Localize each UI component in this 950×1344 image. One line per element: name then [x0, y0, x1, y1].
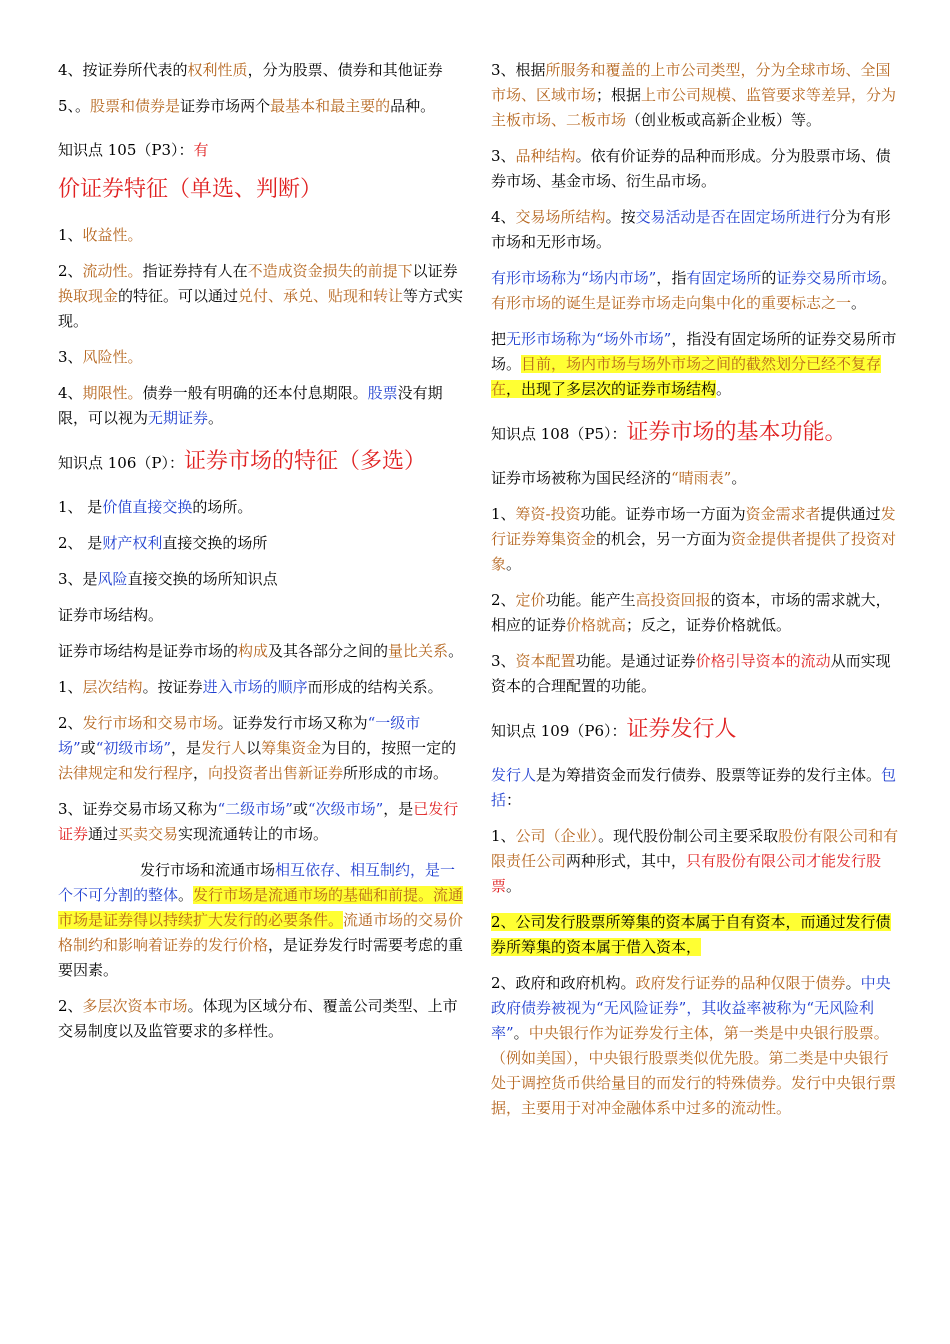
heading-title: 价证券特征（单选、判断）	[58, 177, 323, 202]
text-segment: 功能。能产生	[545, 591, 636, 609]
text-segment: ，是证券发行时需要考虑的重要因素。	[58, 936, 464, 979]
text-segment: 以	[246, 739, 262, 757]
text-segment: 发行市场和交易市场	[82, 714, 218, 732]
paragraph	[491, 266, 899, 316]
text-segment: 债券一般有明确的还本付息期限。	[142, 384, 368, 402]
heading-title: 证券发行人	[626, 717, 737, 742]
paragraph	[58, 531, 468, 556]
text-segment: 筹资-投资	[515, 505, 581, 523]
text-segment: 的场所。	[192, 498, 253, 516]
paragraph	[58, 259, 468, 334]
paragraph	[58, 994, 468, 1044]
text-segment: 中央银行作为证券发行主体，第一类是中央银行股票。（例如美国），中央银行股票类似优先股。第二类是中央银行处于调控货币供给量目的而发行的特殊债券。发行中央银行票据，主要用于对冲金融体系中过多的流动性。	[491, 1024, 897, 1117]
text-segment: 实现流通转让的市场。	[178, 825, 329, 843]
paragraph	[58, 675, 468, 700]
text-segment: 3、	[58, 348, 83, 366]
text-segment: 提供通过	[820, 505, 881, 523]
paragraph	[58, 345, 468, 370]
text-segment: 把	[491, 330, 507, 348]
text-segment: 是为筹措资金而发行债券、股票等证券的发行主体。	[536, 766, 882, 784]
text-segment: 有固定场所	[686, 269, 762, 287]
text-segment: 。	[851, 294, 867, 312]
text-segment: 指证券持有人在	[142, 262, 248, 280]
text-segment: 价格引导资本的流动	[695, 652, 831, 670]
text-segment: 证券市场结构是证券市场的	[58, 642, 239, 660]
paragraph	[491, 649, 899, 699]
text-segment: 的机会，另一方面为	[596, 530, 732, 548]
text-segment: 3、	[491, 147, 516, 165]
highlighted-text: 目前，场内市场与场外市场之间的截然划分已经不复存在	[491, 355, 882, 398]
text-segment: 政府发行证券的品种仅限于债券	[635, 974, 846, 992]
text-segment: 或	[292, 800, 308, 818]
paragraph	[491, 763, 899, 813]
text-segment: 权利性质	[187, 61, 248, 79]
text-segment: 定价	[515, 591, 546, 609]
left-column	[58, 58, 468, 1055]
text-segment: ，	[193, 764, 209, 782]
paragraph	[58, 567, 468, 592]
text-segment: ，指	[656, 269, 687, 287]
knowledge-point-heading	[58, 442, 468, 483]
text-segment: 。证券发行市场又称为	[217, 714, 368, 732]
text-segment: 。	[448, 642, 464, 660]
text-segment: 。	[506, 555, 522, 573]
text-segment: 。	[716, 380, 732, 398]
text-segment: 无形市场称为“场外市场”	[506, 330, 672, 348]
text-segment: 发行人	[491, 766, 537, 784]
heading-label: 知识点 108（P5）：	[491, 425, 627, 443]
text-segment: 2、 是	[58, 534, 103, 552]
paragraph	[491, 466, 899, 491]
text-segment: 多层次资本市场	[82, 997, 188, 1015]
paragraph	[58, 223, 468, 248]
paragraph	[491, 971, 899, 1121]
text-segment: 1、	[58, 678, 83, 696]
heading-title: 证券市场的特征（多选）	[184, 449, 427, 474]
text-segment: 向投资者出售新证券	[208, 764, 344, 782]
text-segment: 。	[513, 1024, 529, 1042]
text-segment: 从而实现资本的合理配置的功能。	[491, 652, 891, 695]
text-segment: 1、	[58, 226, 83, 244]
text-segment: 。	[178, 886, 194, 904]
text-segment: 换取现金	[58, 287, 119, 305]
text-segment: 法律规定和发行程序	[58, 764, 194, 782]
text-segment: 证券市场结构。	[58, 606, 164, 624]
text-segment: 兑付、承兑、贴现和转让	[238, 287, 404, 305]
highlighted-text: ，出现了多层次的证券市场结构	[506, 380, 717, 398]
text-segment: 发行市场和流通市场	[140, 861, 276, 879]
paragraph	[491, 58, 899, 133]
highlighted-text: 发行市场是流通市场的基础和前提。流通市场是证券得以持续扩大发行的必要条件。	[58, 886, 464, 929]
text-segment: 资本配置	[515, 652, 576, 670]
text-segment: 。体现为区域分布、覆盖公司类型、上市交易制度以及监管要求的多样性。	[58, 997, 458, 1040]
knowledge-point-heading	[491, 413, 899, 454]
text-segment: 证券交易所市场	[776, 269, 882, 287]
text-segment: 4、按证券所代表的	[58, 61, 188, 79]
text-segment: 有形市场称为“场内市场”	[491, 269, 657, 287]
text-segment: ，是	[171, 739, 202, 757]
text-segment: ，分为股票、债券和其他证券	[247, 61, 443, 79]
text-segment: 3、证券交易市场又称为	[58, 800, 218, 818]
text-segment: 发行人	[201, 739, 247, 757]
paragraph	[491, 910, 899, 960]
paragraph	[58, 639, 468, 664]
paragraph	[491, 205, 899, 255]
text-segment: ；反之，证券价格就低。	[626, 616, 792, 634]
paragraph	[491, 824, 899, 899]
text-segment: 。	[208, 409, 224, 427]
heading-label: 知识点 109（P6）：	[491, 722, 627, 740]
text-segment: 期限性。	[82, 384, 143, 402]
heading-title: 证券市场的基本功能。	[626, 420, 847, 445]
text-segment: 所服务和覆盖的上市公司类型，分为全球市场、全国市场、区域市场	[491, 61, 891, 104]
text-segment: 品种结构	[515, 147, 576, 165]
text-segment: ，指没有固定场所的证券交易所市场。	[491, 330, 897, 373]
text-segment: 为目的，按照一定的	[321, 739, 457, 757]
text-segment: 所形成的市场。	[343, 764, 449, 782]
text-segment: 财产权利	[102, 534, 163, 552]
text-segment: 没有期限，可以视为	[58, 384, 443, 427]
text-segment: 公司（企业）	[515, 827, 599, 845]
text-segment: 等方式实现。	[58, 287, 464, 330]
text-segment: 直接交换的场所知识点	[127, 570, 278, 588]
text-segment: 功能。是通过证券	[575, 652, 696, 670]
text-segment: 已发行证券	[58, 800, 459, 843]
text-segment: 风险	[97, 570, 128, 588]
text-segment: 分为有形市场和无形市场。	[491, 208, 891, 251]
text-segment: 的	[761, 269, 777, 287]
paragraph	[491, 144, 899, 194]
text-segment: 不造成资金损失的前提下	[247, 262, 413, 280]
right-column	[491, 58, 899, 1132]
text-segment: 2、	[58, 714, 83, 732]
text-segment: 发行证券筹集资金	[491, 505, 896, 548]
text-segment: 。	[506, 877, 522, 895]
text-segment: 的资本，市场的需求就大，相应的证券	[491, 591, 891, 634]
text-segment: 4、	[58, 384, 83, 402]
text-segment: 股票和债券是	[90, 97, 181, 115]
text-segment: 。依有价证券的品种而形成。分为股票市场、债券市场、基金市场、衍生品市场。	[491, 147, 891, 190]
text-segment: 资金提供者提供了投资对象	[491, 530, 897, 573]
text-segment: “一级市场”	[58, 714, 421, 757]
heading-title-prefix: 有	[193, 141, 209, 159]
text-segment: 进入市场的顺序	[202, 678, 308, 696]
text-segment: 只有股份有限公司才能发行股票	[491, 852, 882, 895]
text-segment: 3、	[491, 652, 516, 670]
text-segment: 相互依存、相互制约，是一个不可分割的整体	[58, 861, 456, 904]
text-segment: 收益性。	[82, 226, 143, 244]
paragraph	[491, 588, 899, 638]
text-segment: 。按证券	[142, 678, 203, 696]
text-segment: 无期证券	[148, 409, 209, 427]
text-segment: 或	[80, 739, 96, 757]
text-segment: “次级市场”	[307, 800, 384, 818]
text-segment: 以证券	[412, 262, 458, 280]
text-segment: 最基本和最主要的	[270, 97, 391, 115]
text-segment: 通过	[88, 825, 119, 843]
heading-label: 知识点 105（P3）：	[58, 141, 194, 159]
text-segment: 资金需求者	[745, 505, 821, 523]
text-segment: 流通市场的交易价格制约和影响着证券的发行价格	[58, 911, 464, 954]
text-segment: 构成	[238, 642, 269, 660]
text-segment: 交易场所结构	[515, 208, 606, 226]
text-segment: （创业板或高新企业板）等。	[626, 111, 822, 129]
text-segment: 2、	[491, 591, 516, 609]
text-segment: 高投资回报	[635, 591, 711, 609]
paragraph	[58, 381, 468, 431]
text-segment: 1、	[491, 505, 516, 523]
text-segment: 2、	[58, 262, 83, 280]
paragraph	[491, 327, 899, 402]
text-segment: ：	[506, 791, 522, 809]
text-segment: 交易活动是否在固定场所进行	[635, 208, 831, 226]
text-segment: 1、	[491, 827, 516, 845]
paragraph	[58, 711, 468, 786]
text-segment: 买卖交易	[118, 825, 179, 843]
text-segment: 直接交换的场所	[162, 534, 268, 552]
text-segment: 功能。证券市场一方面为	[580, 505, 746, 523]
text-segment: 价格就高	[566, 616, 627, 634]
text-segment: “初级市场”	[95, 739, 172, 757]
text-segment: “晴雨表”	[671, 469, 732, 487]
text-segment: 量比关系	[388, 642, 449, 660]
paragraph	[58, 94, 468, 119]
text-segment: ；根据	[596, 86, 642, 104]
text-segment: 中央政府债券被视为“无风险证券”，其收益率被称为“无风险利率”	[491, 974, 891, 1042]
text-segment: 风险性。	[82, 348, 143, 366]
text-segment: 4、	[491, 208, 516, 226]
text-segment: 证券市场两个	[180, 97, 271, 115]
heading-label: 知识点 106（P）：	[58, 454, 184, 472]
text-segment: 证券市场被称为国民经济的	[491, 469, 672, 487]
text-segment: 5、。	[58, 97, 91, 115]
text-segment: 包括	[491, 766, 897, 809]
paragraph	[58, 858, 468, 983]
text-segment: 两种形式，其中，	[566, 852, 687, 870]
paragraph	[58, 797, 468, 847]
text-segment: 品种。	[390, 97, 436, 115]
text-segment: 而形成的结构关系。	[307, 678, 443, 696]
text-segment: 股票	[367, 384, 398, 402]
text-segment: 2、	[58, 997, 83, 1015]
text-segment: 。	[881, 269, 897, 287]
text-segment: 股份有限公司和有限责任公司	[491, 827, 899, 870]
text-segment: 价值直接交换	[102, 498, 193, 516]
paragraph	[491, 502, 899, 577]
text-segment: ，是	[383, 800, 414, 818]
text-segment: 筹集资金	[261, 739, 322, 757]
paragraph	[58, 603, 468, 628]
text-segment: 层次结构	[82, 678, 143, 696]
text-segment: 。	[731, 469, 747, 487]
text-segment: 流动性。	[82, 262, 143, 280]
text-segment: 有形市场的诞生是证券市场走向集中化的重要标志之一	[491, 294, 852, 312]
paragraph	[58, 495, 468, 520]
knowledge-point-heading	[491, 710, 899, 751]
text-segment: 3、根据	[491, 61, 546, 79]
knowledge-point-heading	[58, 130, 468, 211]
text-segment: “二级市场”	[217, 800, 293, 818]
text-segment: 。按	[605, 208, 636, 226]
text-segment: 。	[845, 974, 861, 992]
text-segment: 。现代股份制公司主要采取	[598, 827, 779, 845]
highlighted-text: 2、公司发行股票所筹集的资本属于自有资本，而通过发行债券所筹集的资本属于借入资本，	[491, 913, 891, 956]
text-segment: 3、是	[58, 570, 98, 588]
text-segment: 及其各部分之间的	[268, 642, 389, 660]
text-segment: 上市公司规模、监管要求等差异，分为主板市场、二板市场	[491, 86, 897, 129]
text-segment: 2、政府和政府机构。	[491, 974, 636, 992]
text-segment: 的特征。可以通过	[118, 287, 239, 305]
text-segment: 1、 是	[58, 498, 103, 516]
paragraph	[58, 58, 468, 83]
